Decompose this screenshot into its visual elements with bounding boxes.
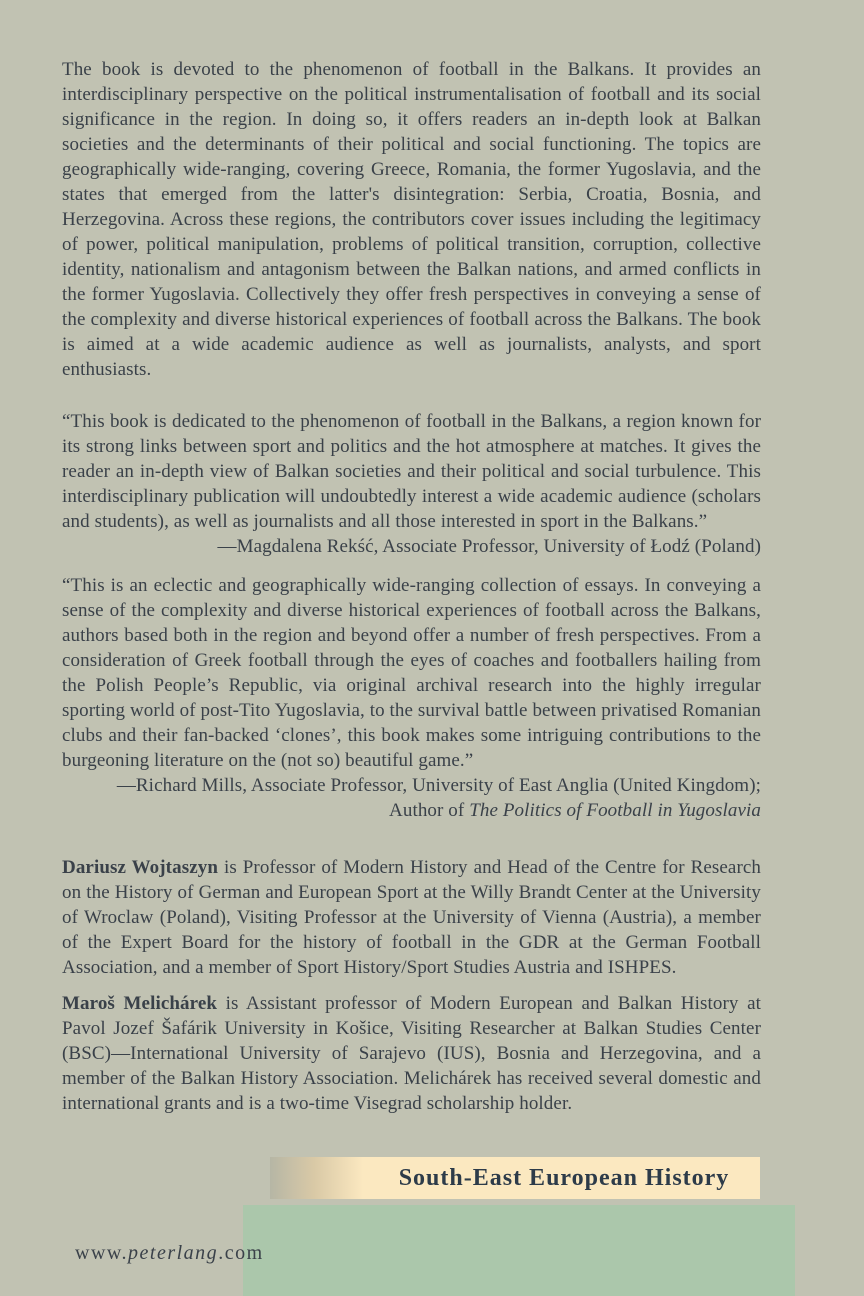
author-bio-melicharek [62,991,761,1116]
author-bio-wojtaszyn-text: is Professor of Modern History and Head of the Centre for Research on the History of German and European Sport at the Willy Brandt Center at the University of Wroclaw (Poland), Visiting Professor at the University of Vienna (Austria), a member of the Expert Board for the history of football in the GDR at the German Football Association, and a member of Sport History/Sport Studies Austria and ISHPES. [62,857,762,978]
author-of-prefix: Author of [389,800,470,821]
series-title: South-East European History [398,1164,730,1191]
back-cover-text-column [62,0,761,1116]
referenced-book-title: The Politics of Football in Yugoslavia [469,800,761,821]
series-banner [270,1157,760,1199]
author-name-wojtaszyn: Dariusz Wojtaszyn [62,857,219,878]
green-decorative-block [243,1205,795,1296]
book-description-paragraph: The book is devoted to the phenomenon of football in the Balkans. It provides an interdisciplinary perspective on the political instrumentalisation of football and its social significance in the region. In doing so, it offers readers an in-depth look at Balkan societies and the determinants of their political and social functioning. The topics are geographically wide-ranging, covering Greece, Romania, the former Yugoslavia, and the states that emerged from the latter's disintegration: Serbia, Croatia, Bosnia, and Herzegovina. Across these regions, the contributors cover issues including the legitimacy of power, political manipulation, problems of political transition, corruption, collective identity, nationalism and antagonism between the Balkan nations, and armed conflicts in the former Yugoslavia. Collectively they offer fresh perspectives in conveying a sense of the complexity and diverse historical experiences of football across the Balkans. The book is aimed at a wide academic audience as well as journalists, analysts, and sport enthusiasts. [62,59,761,380]
author-bio-wojtaszyn [62,855,761,980]
url-www-prefix: www. [75,1242,129,1264]
endorsement-quote-1 [62,409,761,559]
endorsement-1-attribution: —Magdalena Rekść, Associate Professor, University of Łodź (Poland) [217,536,761,557]
author-bio-melicharek-text: is Assistant professor of Modern European and Balkan History at Pavol Jozef Šafárik University in Košice, Visiting Researcher at Balkan Studies Center (BSC)—International University of Sarajevo (IUS), Bosnia and Herzegovina, and a member of the Balkan History Association. Melichárek has received several domestic and international grants and is a two-time Visegrad scholarship holder. [62,993,761,1114]
endorsement-2-quote-text: “This is an eclectic and geographically wide-ranging collection of essays. In conveying a sense of the complexity and diverse historical experiences of football across the Balkans, authors based both in the region and beyond offer a number of fresh perspectives. From a consideration of Greek football through the eyes of coaches and footballers hailing from the Polish People’s Republic, via original archival research into the highly irregular sporting world of post-Tito Yugoslavia, to the survival battle between privatised Romanian clubs and their fan-backed ‘clones’, this book makes some intriguing contributions to the burgeoning literature on the (not so) beautiful game.” [62,575,761,771]
url-domain: peterlang [128,1242,219,1264]
endorsement-quote-2 [62,573,761,823]
endorsement-2-attribution-line2 [62,798,761,823]
publisher-url [75,1242,264,1265]
endorsement-1-quote-text: “This book is dedicated to the phenomenon of football in the Balkans, a region known for its strong links between sport and politics and the hot atmosphere at matches. It gives the reader an in-depth view of Balkan societies and their political and social turbulence. This interdisciplinary publication will undoubtedly interest a wide academic audience (scholars and students), as well as journalists and all those interested in sport in the Balkans.” [62,411,761,532]
url-com-suffix: .com [218,1242,264,1264]
endorsement-2-attribution: —Richard Mills, Associate Professor, University of East Anglia (United Kingdom); [116,775,761,796]
author-name-melicharek: Maroš Melichárek [62,993,218,1014]
